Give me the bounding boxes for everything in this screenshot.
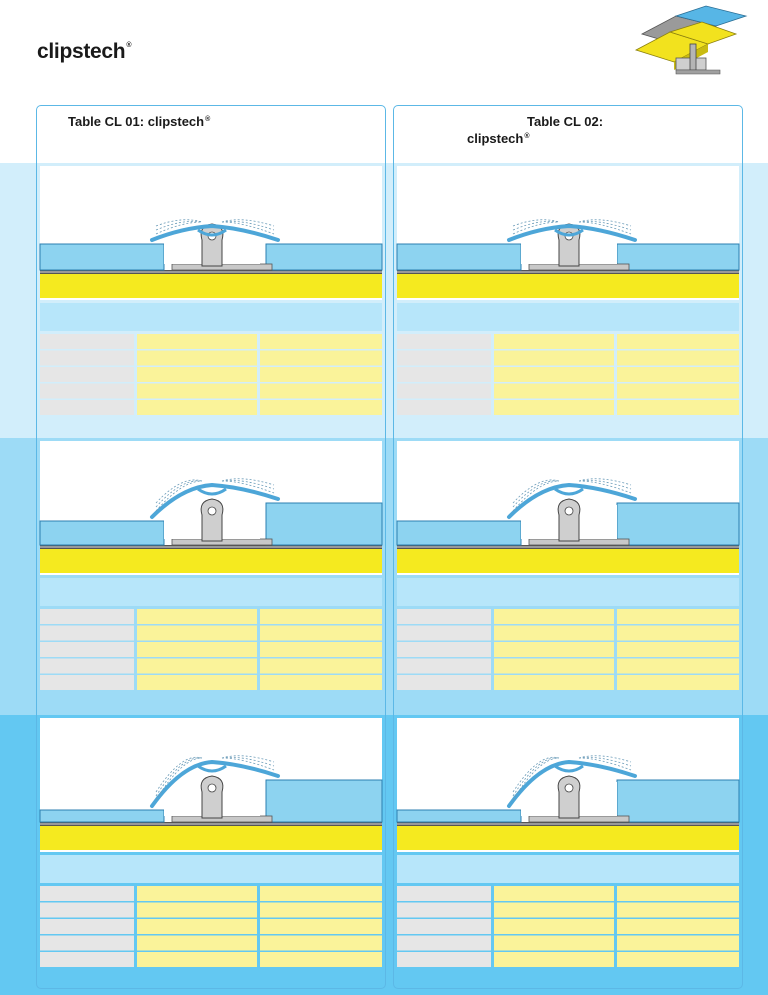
table-title-cl02 (527, 114, 603, 129)
table-label: Table CL 02: (527, 114, 604, 129)
table-subtitle-cl02 (467, 131, 530, 146)
registered-mark: ® (524, 133, 530, 140)
table-label: Table CL 01: (68, 114, 145, 129)
table-brand-name: clipstech (467, 131, 524, 146)
table-panel-cl02 (393, 105, 743, 989)
table-brand-name: clipstech (147, 114, 205, 129)
brand-name: clipstech (37, 40, 126, 63)
registered-mark: ® (126, 42, 132, 49)
registered-mark: ® (205, 116, 211, 123)
table-panel-cl01 (36, 105, 386, 989)
table-title-cl01 (68, 114, 210, 129)
